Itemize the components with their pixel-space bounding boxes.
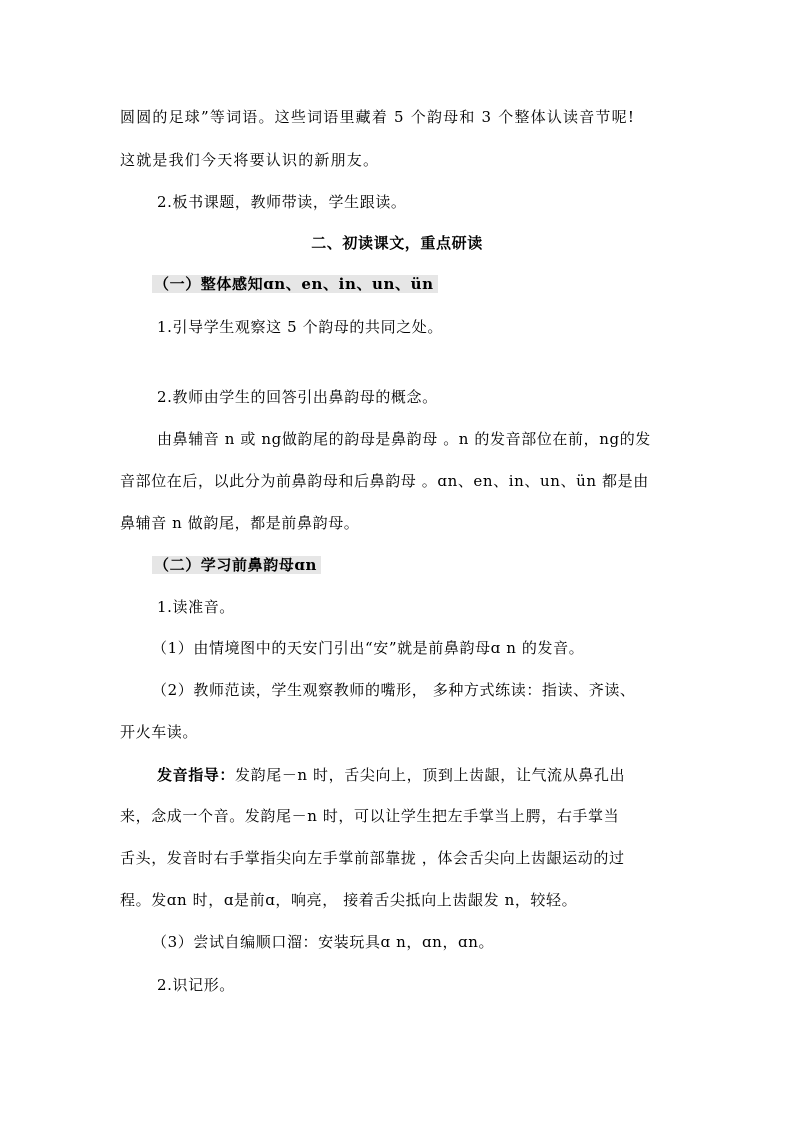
section-heading: 二、初读课文，重点研读	[311, 234, 483, 252]
pronunciation-guide-text: 发韵尾－n 时，舌尖向上，顶到上齿龈，让气流从鼻孔出	[235, 766, 626, 784]
paragraph-line: 2.板书课题，教师带读，学生跟读。	[157, 193, 407, 211]
subsection-heading-text: （二）学习前鼻韵母ɑn	[152, 556, 321, 574]
paragraph-line: （1）由情境图中的天安门引出“安”就是前鼻韵母ɑ n 的发音。	[152, 639, 585, 657]
paragraph-line: 这就是我们今天将要认识的新朋友。	[120, 151, 380, 169]
paragraph-line: 由鼻辅音 n 或 ng做韵尾的韵母是鼻韵母 。n 的发音部位在前，ng的发	[157, 430, 651, 448]
paragraph-line: 1.读准音。	[157, 598, 235, 616]
paragraph-line	[157, 765, 625, 785]
pronunciation-guide-label: 发音指导：	[157, 766, 236, 784]
paragraph-line: 2.教师由学生的回答引出鼻韵母的概念。	[157, 388, 438, 406]
paragraph-line: 鼻辅音 n 做韵尾，都是前鼻韵母。	[120, 514, 360, 532]
paragraph-line: （2）教师范读，学生观察教师的嘴形， 多种方式练读：指读、齐读、	[152, 681, 636, 699]
subsection-heading-text: （一）整体感知ɑn、en、in、un、ün	[152, 275, 438, 293]
paragraph-line: 圆圆的足球”等词语。这些词语里藏着 5 个韵母和 3 个整体认读音节呢!	[120, 108, 636, 126]
paragraph-line: 来，念成一个音。发韵尾－n 时，可以让学生把左手掌当上腭，右手掌当	[120, 807, 620, 825]
paragraph-line: 程。发ɑn 时，ɑ是前ɑ，响亮， 接着舌尖抵向上齿龈发 n，较轻。	[120, 891, 578, 909]
paragraph-line: 2.识记形。	[157, 976, 235, 994]
paragraph-line: 开火车读。	[120, 723, 199, 741]
paragraph-line: 音部位在后，以此分为前鼻韵母和后鼻韵母 。ɑn、en、in、un、ün 都是由	[120, 472, 649, 490]
subsection-heading	[152, 274, 438, 294]
paragraph-line: 舌头，发音时右手掌指尖向左手掌前部靠拢 ，体会舌尖向上齿龈运动的过	[120, 849, 625, 867]
paragraph-line: 1.引导学生观察这 5 个韵母的共同之处。	[157, 318, 443, 336]
subsection-heading	[152, 555, 321, 575]
paragraph-line: （3）尝试自编顺口溜：安装玩具ɑ n，ɑn，ɑn。	[152, 933, 495, 951]
